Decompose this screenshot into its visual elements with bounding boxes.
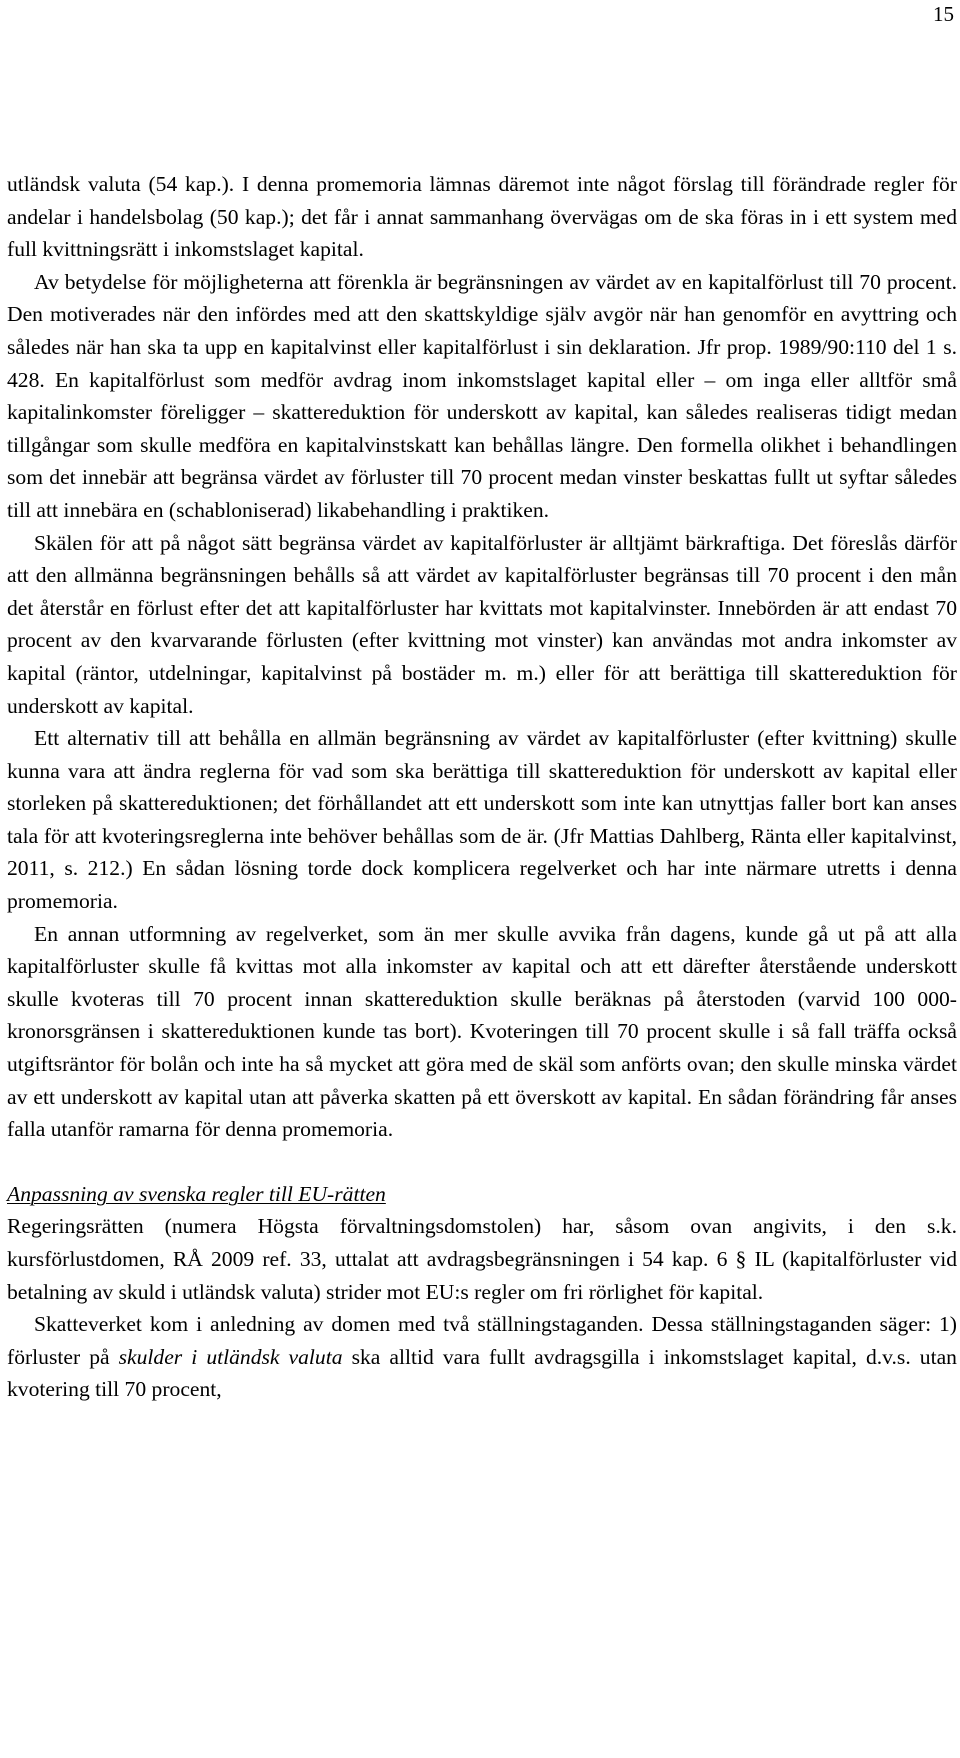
paragraph: Ett alternativ till att behålla en allmän begränsning av värdet av kapitalförluster (efter kvittning) skulle kunna vara att ändra reglerna för vad som ska berättiga till skattereduktion för underskott av kapital eller storleken på skattereduktionen; det förhållandet att ett underskott som inte kan utnyttjas faller bort kan anses tala för att kvoteringsreglerna inte behöver behållas som de är. (Jfr Mattias Dahlberg, Ränta eller kapitalvinst, 2011, s. 212.) En sådan lösning torde dock komplicera regelverket och har inte närmare utretts i denna promemoria. bbox=[7, 726, 957, 914]
paragraph: Av betydelse för möjligheterna att förenkla är begränsningen av värdet av en kapitalförlust till 70 procent. Den motiverades när den infördes med att den skattskyldige själv avgör när han genomför en avyttring och således när han ska ta upp en kapitalvinst eller kapitalförlust i sin deklaration. Jfr prop. 1989/90:110 del 1 s. 428. En kapitalförlust som medför avdrag inom inkomstslaget kapital eller – om inga eller alltför små kapitalinkomster föreligger – skattereduktion för underskott av kapital, kan således realiseras tidigt medan tillgångar som skulle medföra en kapitalvinstskatt kan behållas längre. Den formella olikhet i behandlingen som det innebär att begränsa värdet av förluster till 70 procent medan vinster beskattas fullt ut syftar således till att innebära en (schabloniserad) likabehandling i praktiken. bbox=[7, 269, 957, 522]
paragraph-text: Skatteverket kom i anledning av domen med två ställningstaganden. Dessa ställningstaganden säger: 1) förluster på bbox=[7, 1312, 957, 1369]
paragraph: En annan utformning av regelverket, som än mer skulle avvika från dagens, kunde gå ut på att alla kapitalförluster skulle få kvittas mot alla inkomster av kapital och att ett därefter återstående underskott skulle kvoteras till 70 procent innan skattereduktion skulle beräknas på återstoden (varvid 100 000-kronorsgränsen i skattereduktionen kunde tas bort). Kvoteringen till 70 procent skulle i så fall träffa också utgiftsräntor för bolån och inte ha så mycket att göra med de skäl som anförts ovan; den skulle minska värdet av ett underskott av kapital utan att påverka skatten på ett överskott av kapital. En sådan förändring får anses falla utanför ramarna för denna promemoria. bbox=[7, 921, 957, 1142]
emphasized-text: skulder i utländsk valuta bbox=[118, 1344, 343, 1369]
paragraph: Skälen för att på något sätt begränsa värdet av kapitalförluster är alltjämt bärkraftiga. Det föreslås därför att den allmänna begränsningen behålls så att värdet av kapitalförluster begränsas till 70 procent i den mån det återstår en förlust efter det att kapitalförluster har kvittats mot kapitalvinster. Innebörden är att endast 70 procent av den kvarvarande förlusten (efter kvittning mot vinster) kan användas mot andra inkomster av kapital (räntor, utdelningar, kapitalvinst på bostäder m. m.) eller för att berättiga till skattereduktion för underskott av kapital. bbox=[7, 530, 957, 718]
section-heading: Anpassning av svenska regler till EU-rätten bbox=[7, 1181, 386, 1206]
paragraph: utländsk valuta (54 kap.). I denna promemoria lämnas däremot inte något förslag till förändrade regler för andelar i handelsbolag (50 kap.); det får i annat sammanhang övervägas om de ska föras in i ett system med full kvittningsrätt i inkomstslaget kapital. bbox=[7, 172, 957, 262]
paragraph: Regeringsrätten (numera Högsta förvaltningsdomstolen) har, såsom ovan angivits, i den s.k. kursförlustdomen, RÅ 2009 ref. 33, uttalat att avdragsbegränsningen i 54 kap. 6 § IL (kapitalförluster vid betalning av skuld i utländsk valuta) strider mot EU:s regler om fri rörlighet för kapital. bbox=[7, 1214, 957, 1304]
paragraph-text: ska alltid vara fullt avdragsgilla i inkomstslaget kapital, d.v.s. utan kvotering till 70 procent, bbox=[7, 1344, 957, 1402]
page-number: 15 bbox=[933, 2, 954, 26]
paragraph bbox=[7, 1308, 957, 1406]
document-body bbox=[7, 168, 957, 1406]
